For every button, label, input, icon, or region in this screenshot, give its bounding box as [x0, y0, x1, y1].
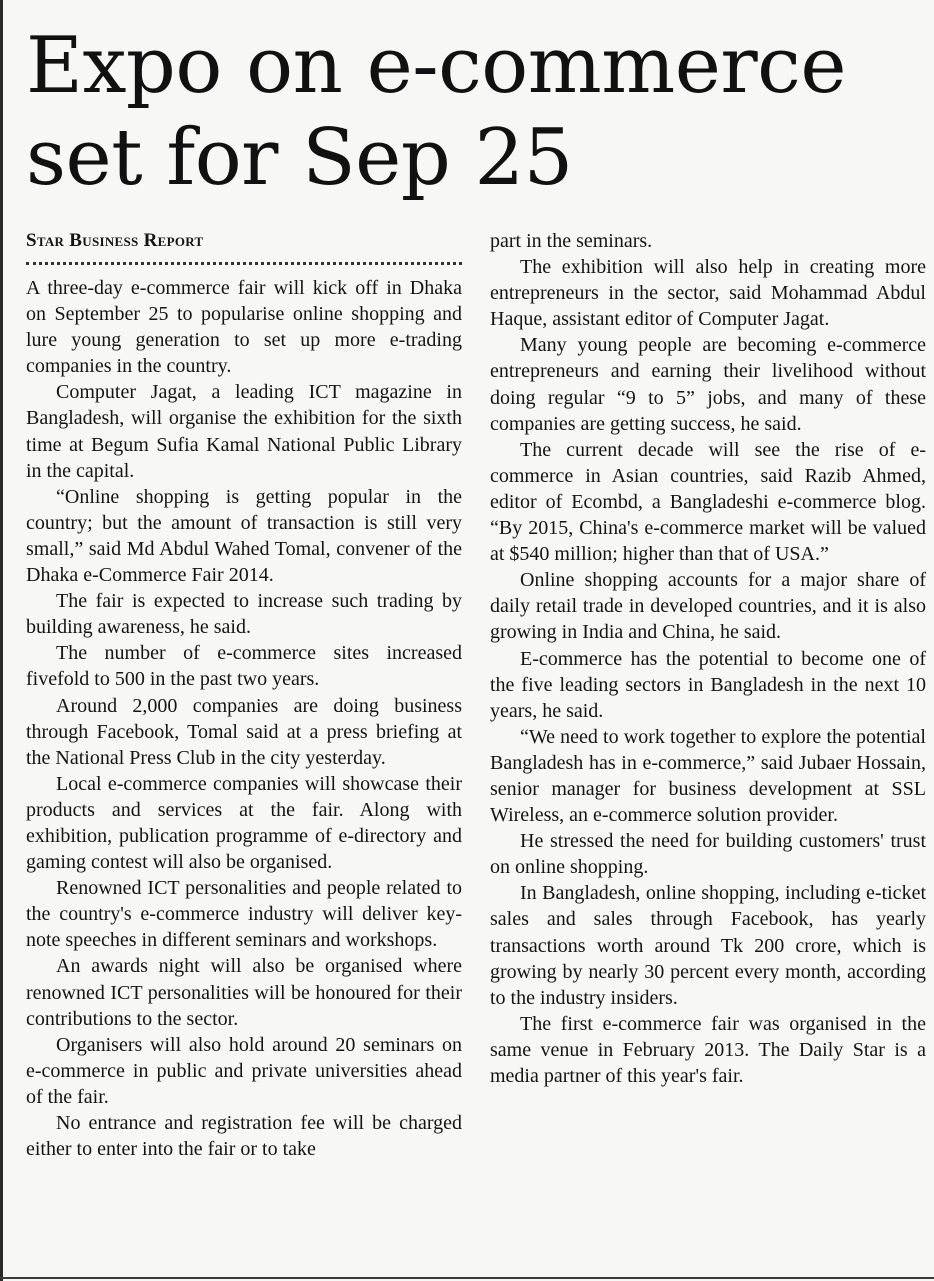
paragraph: In Bangladesh, online shopping, including e-ticket sales and sales through Facebook, has yearly transactions worth around Tk 200 crore, which is growing by nearly 30 percent every month, according to the industry insiders. — [490, 882, 926, 1009]
paragraph: A three-day e-commerce fair will kick off in Dhaka on September 25 to popularise online shopping and lure young generation to set up more e-trading companies in the country. — [26, 277, 462, 378]
paragraph: “Online shopping is getting popular in the country; but the amount of transaction is still very small,” said Md Abdul Wahed Tomal, convener of the Dhaka e-Commerce Fair 2014. — [26, 485, 462, 587]
paragraph: The current decade will see the rise of e-commerce in Asian countries, said Razib Ahmed, editor of Ecombd, a Bangladeshi e-commerce blog. “By 2015, China's e-commerce market will be valued at $540 million; higher than that of USA.” — [490, 438, 926, 566]
paragraph: E-commerce has the potential to become one of the five leading sectors in Bangladesh in the next 10 years, he said. — [490, 647, 926, 722]
paragraph: The first e-commerce fair was organised in the same venue in February 2013. The Daily Star is a media partner of this year's fair. — [490, 1012, 926, 1087]
paragraph: “We need to work together to explore the potential Bangladesh has in e-commerce,” said Jubaer Hossain, senior manager for business development at SSL Wireless, an e-commerce solution provider. — [490, 725, 926, 827]
paragraph: Online shopping accounts for a major share of daily retail trade in developed countries, and it is also growing in India and China, he said. — [490, 569, 926, 644]
byline: Star Business Report — [26, 230, 204, 251]
paragraph: Organisers will also hold around 20 seminars on e-commerce in public and private universities ahead of the fair. — [26, 1033, 462, 1108]
headline-line-2: set for Sep 25 — [26, 113, 573, 203]
headline-line-1: Expo on e-commerce — [26, 21, 846, 111]
paragraph: Many young people are becoming e-commerce entrepreneurs and earning their livelihood without doing regular “9 to 5” jobs, and many of these companies are getting success, he said. — [490, 334, 926, 435]
article-column-left — [26, 228, 462, 1162]
article-headline — [26, 20, 916, 204]
paragraph: The fair is expected to increase such trading by building awareness, he said. — [26, 590, 462, 639]
paragraph-continued: part in the seminars. — [490, 230, 653, 252]
column-rule-left — [0, 0, 3, 1281]
byline-dotted-divider — [26, 262, 462, 265]
paragraph: Renowned ICT personalities and people related to the country's e-commerce industry will deliver key-note speeches in different seminars and workshops. — [26, 877, 462, 952]
paragraph: He stressed the need for building customers' trust on online shopping. — [490, 830, 926, 879]
paragraph: The exhibition will also help in creating more entrepreneurs in the sector, said Mohammad Abdul Haque, assistant editor of Computer Jagat. — [490, 256, 926, 331]
paragraph: The number of e-commerce sites increased fivefold to 500 in the past two years. — [26, 642, 462, 691]
paragraph: No entrance and registration fee will be charged either to enter into the fair or to take — [26, 1112, 462, 1161]
paragraph: An awards night will also be organised where renowned ICT personalities will be honoured for their contributions to the sector. — [26, 955, 462, 1030]
article-column-right — [490, 228, 926, 1089]
paragraph: Around 2,000 companies are doing business through Facebook, Tomal said at a press briefing at the National Press Club in the city yesterday. — [26, 694, 462, 769]
paragraph: Local e-commerce companies will showcase their products and services at the fair. Along with exhibition, publication programme of e-directory and gaming contest will also be organised. — [26, 772, 462, 874]
page-bottom-rule — [0, 1277, 934, 1279]
paragraph: Computer Jagat, a leading ICT magazine in Bangladesh, will organise the exhibition for the sixth time at Begum Sufia Kamal National Public Library in the capital. — [26, 381, 462, 482]
